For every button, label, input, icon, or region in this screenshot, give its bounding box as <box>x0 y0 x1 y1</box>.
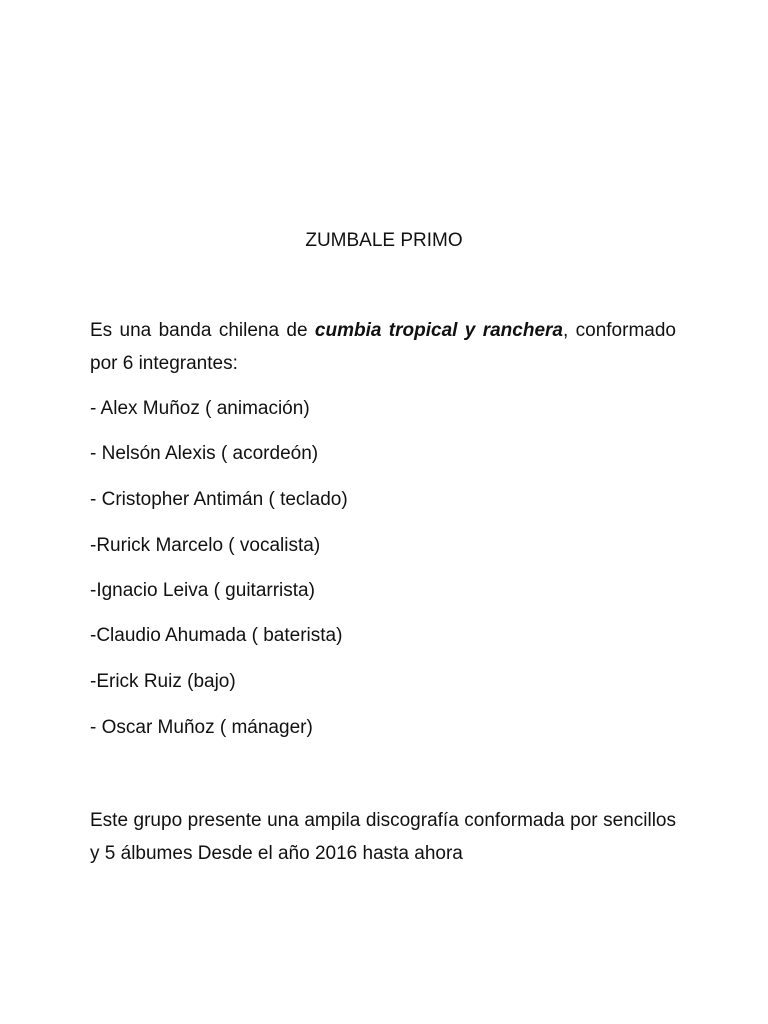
member-item: -Rurick Marcelo ( vocalista) <box>90 535 321 556</box>
discography-paragraph: Este grupo presente una ampila discografía conformada por sencillos y 5 álbumes Desde el año 2016 hasta ahora <box>90 810 676 864</box>
intro-text-before: Es una banda chilena de <box>90 320 315 341</box>
member-item: - Alex Muñoz ( animación) <box>90 398 310 419</box>
member-item: -Ignacio Leiva ( guitarrista) <box>90 580 315 601</box>
member-item: - Oscar Muñoz ( mánager) <box>90 717 313 738</box>
intro-paragraph <box>90 314 676 380</box>
member-item: -Claudio Ahumada ( baterista) <box>90 625 343 646</box>
member-item: - Cristopher Antimán ( teclado) <box>90 489 348 510</box>
intro-emphasis: cumbia tropical y ranchera <box>314 320 563 341</box>
member-item: - Nelsón Alexis ( acordeón) <box>90 443 319 464</box>
member-item: -Erick Ruiz (bajo) <box>90 671 236 692</box>
intro-text-after: , conformado por 6 integrantes: <box>90 320 676 374</box>
document-title: ZUMBALE PRIMO <box>305 230 463 251</box>
